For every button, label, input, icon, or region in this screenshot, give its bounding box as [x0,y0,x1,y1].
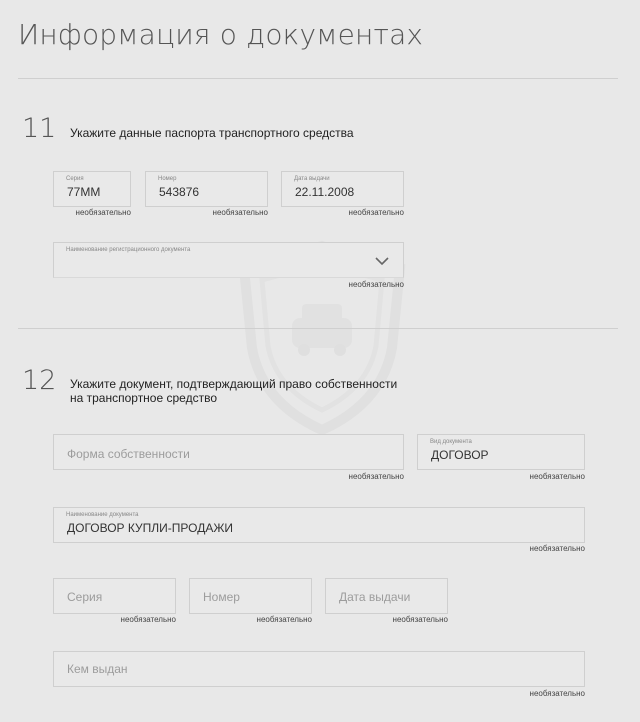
section-title: Укажите данные паспорта транспортного средства [70,126,354,140]
optional-hint: необязательно [348,472,404,481]
optional-hint: необязательно [348,208,404,217]
section-title-line: Укажите документ, подтверждающий право собственности [70,377,398,391]
optional-hint: необязательно [120,615,176,624]
field-value: ДОГОВОР [431,448,489,462]
optional-hint: необязательно [529,689,585,698]
document-name-field[interactable] [53,507,585,543]
pts-number-field[interactable] [145,171,268,207]
divider [18,78,618,79]
section-number: 11 [22,113,57,144]
optional-hint: необязательно [348,280,404,289]
optional-hint: необязательно [256,615,312,624]
ownership-series-field[interactable] [53,578,176,614]
field-value: 77ММ [67,185,101,199]
ownership-number-field[interactable] [189,578,312,614]
section-title [70,377,397,405]
field-placeholder: Серия [67,590,103,604]
field-value: 22.11.2008 [295,185,355,199]
field-label: Серия [66,176,84,182]
page-title: Информация о документах [18,18,424,51]
optional-hint: необязательно [212,208,268,217]
field-placeholder: Номер [203,590,240,604]
document-type-field[interactable] [417,434,585,470]
optional-hint: необязательно [529,472,585,481]
pts-series-field[interactable] [53,171,131,207]
ownership-form-field[interactable] [53,434,404,470]
field-value: ДОГОВОР КУПЛИ-ПРОДАЖИ [67,521,234,535]
section-title-line: на транспортное средство [70,391,217,405]
optional-hint: необязательно [529,544,585,553]
field-value: 543876 [159,185,200,199]
optional-hint: необязательно [75,208,131,217]
section-number: 12 [22,365,57,396]
divider [18,328,618,329]
field-label: Наименование регистрационного документа [66,247,191,253]
field-label: Дата выдачи [294,176,330,182]
field-label: Вид документа [430,439,472,445]
ownership-issue-date-field[interactable] [325,578,448,614]
field-label: Номер [158,176,177,182]
issued-by-field[interactable] [53,651,585,687]
field-placeholder: Кем выдан [67,662,128,676]
field-label: Наименование документа [66,512,139,518]
pts-issue-date-field[interactable] [281,171,404,207]
field-placeholder: Форма собственности [67,447,190,461]
field-placeholder: Дата выдачи [339,590,411,604]
optional-hint: необязательно [392,615,448,624]
chevron-down-icon[interactable] [375,256,389,266]
reg-document-select[interactable] [53,242,404,278]
